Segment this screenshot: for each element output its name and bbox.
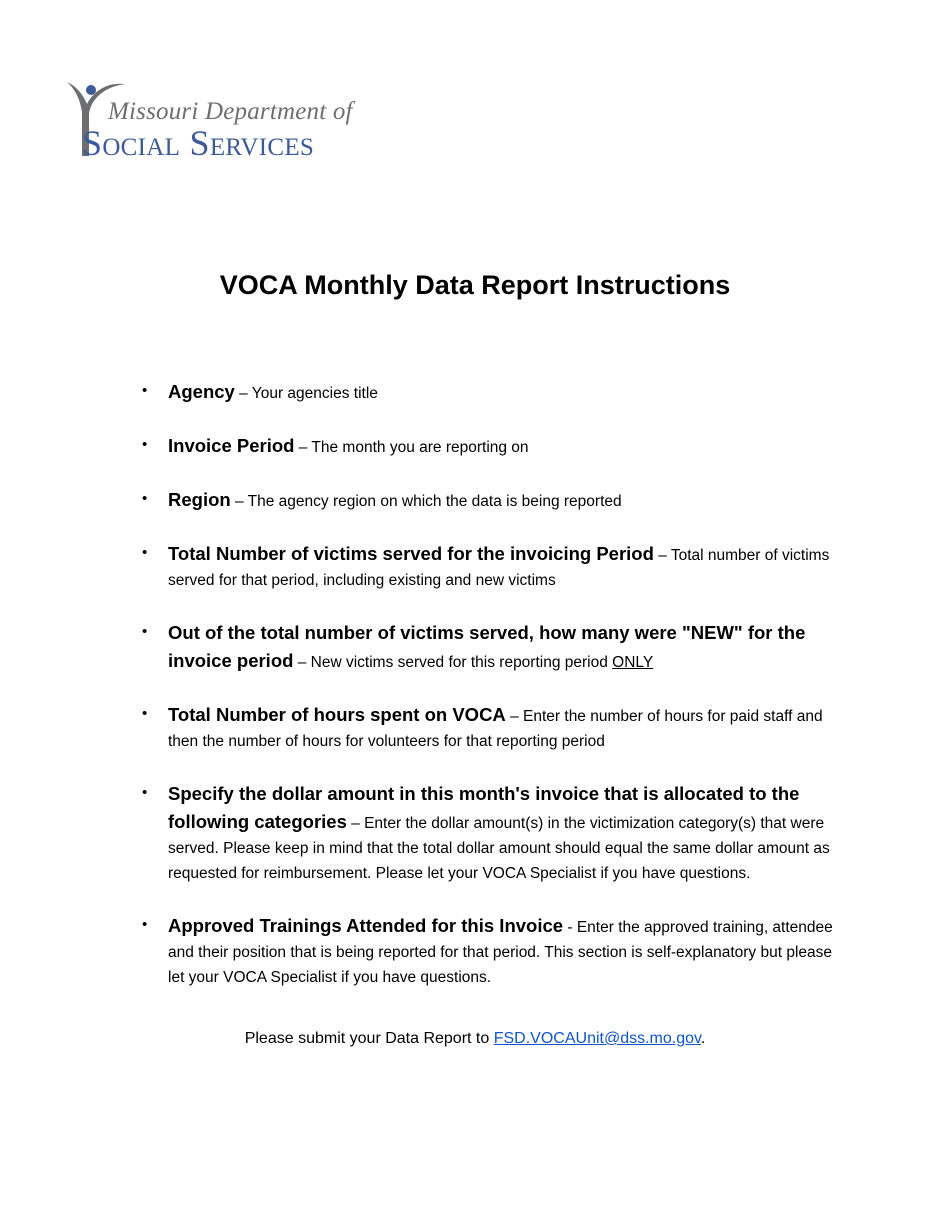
list-item-dollar-amount: [142, 780, 848, 886]
item-term: Specify the dollar amount in this month's invoice that is allocated to the following categories: [168, 783, 800, 832]
logo-line-social-services: Social Services: [82, 123, 315, 163]
submit-note-suffix: .: [700, 1030, 706, 1047]
bullet-icon: •: [142, 623, 148, 640]
item-desc: – Enter the number of hours for paid staff and then the number of hours for volunteers for that reporting period: [168, 708, 823, 750]
bullet-icon: •: [142, 382, 148, 399]
item-desc: – Enter the dollar amount(s) in the victimization category(s) that were served. Please keep in mind that the total dollar amount should equal the same dollar amount as requested for reimbursement. Please let your VOCA Specialist if you have questions.: [168, 815, 830, 882]
logo-line-department: Missouri Department of: [108, 98, 353, 125]
submit-note: [0, 1030, 950, 1048]
bullet-icon: •: [142, 705, 148, 722]
list-item-region: [142, 486, 848, 514]
item-desc: – New victims served for this reporting period: [293, 654, 613, 671]
list-item-invoice-period: [142, 432, 848, 460]
item-term: Agency: [168, 381, 235, 402]
bullet-icon: •: [142, 544, 148, 561]
item-term: Total Number of hours spent on VOCA: [168, 704, 506, 725]
item-desc: – The month you are reporting on: [294, 439, 529, 456]
item-term: Invoice Period: [168, 435, 295, 456]
item-desc-emphasis: ONLY: [612, 654, 654, 671]
item-desc: – Total number of victims served for that period, including existing and new victims: [168, 547, 830, 589]
item-desc: – Your agencies title: [234, 385, 378, 402]
instruction-list: [142, 378, 848, 1016]
page-title: VOCA Monthly Data Report Instructions: [219, 270, 731, 300]
email-link[interactable]: FSD.VOCAUnit@dss.mo.gov: [493, 1030, 701, 1047]
item-term: Out of the total number of victims served, how many were "NEW" for the invoice period: [168, 622, 806, 671]
submit-note-prefix: Please submit your Data Report to: [244, 1030, 494, 1047]
bullet-icon: •: [142, 916, 148, 933]
bullet-icon: •: [142, 784, 148, 801]
list-item-hours: [142, 701, 848, 754]
item-term: Approved Trainings Attended for this Invoice: [168, 915, 564, 936]
bullet-icon: •: [142, 436, 148, 453]
list-item-new-victims: [142, 619, 848, 675]
list-item-total-victims: [142, 540, 848, 593]
item-term: Total Number of victims served for the invoicing Period: [168, 543, 654, 564]
list-item-agency: [142, 378, 848, 406]
dss-logo: [64, 78, 424, 162]
item-desc: – The agency region on which the data is being reported: [230, 493, 622, 510]
list-item-trainings: [142, 912, 848, 990]
bullet-icon: •: [142, 490, 148, 507]
item-desc: - Enter the approved training, attendee and their position that is being reported for that period. This section is self-explanatory but please let your VOCA Specialist if you have questions.: [168, 919, 833, 986]
item-term: Region: [168, 489, 231, 510]
